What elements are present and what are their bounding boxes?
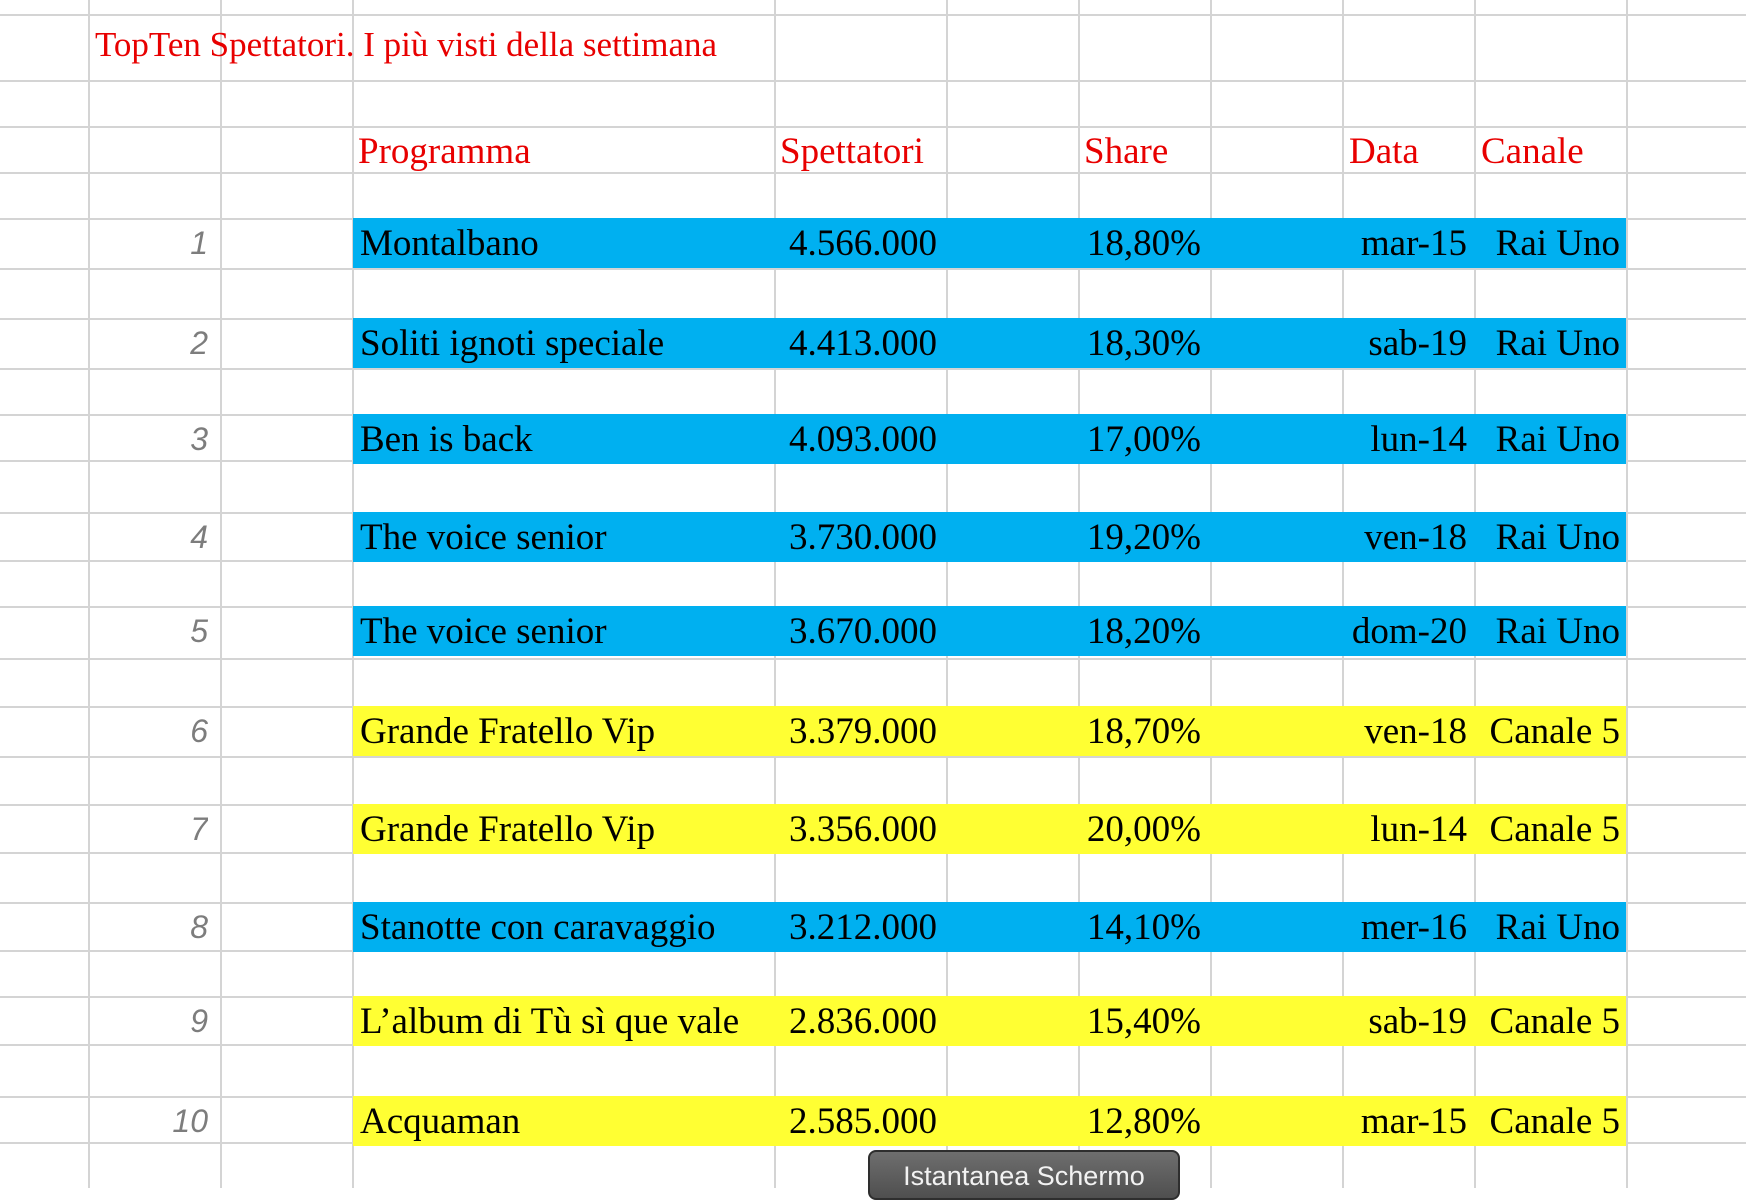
grid-column-line <box>220 0 222 1188</box>
grid-row-line <box>0 268 1746 270</box>
cell-programma[interactable]: Grande Fratello Vip <box>360 710 656 752</box>
header-programma[interactable]: Programma <box>358 130 531 172</box>
row-rank[interactable]: 8 <box>190 908 208 945</box>
cell-canale[interactable]: Canale 5 <box>1489 808 1620 850</box>
row-rank[interactable]: 3 <box>190 420 208 457</box>
grid-row-line <box>0 14 1746 16</box>
cell-canale[interactable]: Canale 5 <box>1489 710 1620 752</box>
cell-spettatori[interactable]: 4.566.000 <box>789 222 937 264</box>
cell-canale[interactable]: Rai Uno <box>1495 222 1620 264</box>
cell-data[interactable]: lun-14 <box>1370 418 1467 460</box>
cell-canale[interactable]: Rai Uno <box>1495 322 1620 364</box>
header-spettatori[interactable]: Spettatori <box>780 130 924 172</box>
cell-share[interactable]: 18,30% <box>1086 322 1201 364</box>
grid-column-line <box>1626 0 1628 1188</box>
cell-canale[interactable]: Rai Uno <box>1495 610 1620 652</box>
cell-canale[interactable]: Canale 5 <box>1489 1100 1620 1142</box>
cell-programma[interactable]: Montalbano <box>360 222 539 264</box>
header-canale[interactable]: Canale <box>1481 130 1584 172</box>
cell-data[interactable]: dom-20 <box>1351 610 1467 652</box>
cell-spettatori[interactable]: 3.212.000 <box>789 906 937 948</box>
row-rank[interactable]: 4 <box>190 518 208 555</box>
grid-row-line <box>0 756 1746 758</box>
cell-spettatori[interactable]: 3.356.000 <box>789 808 937 850</box>
cell-spettatori[interactable]: 4.093.000 <box>789 418 937 460</box>
grid-row-line <box>0 368 1746 370</box>
row-rank[interactable]: 9 <box>190 1002 208 1039</box>
header-data[interactable]: Data <box>1349 130 1419 172</box>
cell-spettatori[interactable]: 2.585.000 <box>789 1100 937 1142</box>
cell-share[interactable]: 18,20% <box>1086 610 1201 652</box>
cell-spettatori[interactable]: 3.379.000 <box>789 710 937 752</box>
cell-share[interactable]: 20,00% <box>1086 808 1201 850</box>
cell-share[interactable]: 15,40% <box>1086 1000 1201 1042</box>
cell-data[interactable]: lun-14 <box>1370 808 1467 850</box>
cell-data[interactable]: sab-19 <box>1368 1000 1467 1042</box>
cell-spettatori[interactable]: 2.836.000 <box>789 1000 937 1042</box>
cell-data[interactable]: ven-18 <box>1364 710 1467 752</box>
sheet-title[interactable]: TopTen Spettatori. I più visti della settimana <box>95 25 718 64</box>
grid-row-line <box>0 658 1746 660</box>
row-rank[interactable]: 6 <box>190 712 208 749</box>
cell-share[interactable]: 17,00% <box>1086 418 1201 460</box>
cell-programma[interactable]: Acquaman <box>360 1100 521 1142</box>
cell-spettatori[interactable]: 3.730.000 <box>789 516 937 558</box>
cell-data[interactable]: mar-15 <box>1360 222 1467 264</box>
row-rank[interactable]: 7 <box>190 810 208 847</box>
grid-column-line <box>88 0 90 1188</box>
cell-programma[interactable]: The voice senior <box>360 516 607 558</box>
row-rank[interactable]: 2 <box>190 324 208 361</box>
row-rank[interactable]: 1 <box>190 224 208 261</box>
cell-canale[interactable]: Rai Uno <box>1495 516 1620 558</box>
snapshot-button[interactable]: Istantanea Schermo <box>868 1150 1180 1200</box>
grid-row-line <box>0 80 1746 82</box>
cell-programma[interactable]: Soliti ignoti speciale <box>360 322 665 364</box>
cell-programma[interactable]: The voice senior <box>360 610 607 652</box>
cell-programma[interactable]: L’album di Tù sì que vale <box>360 1000 740 1042</box>
cell-canale[interactable]: Canale 5 <box>1489 1000 1620 1042</box>
cell-canale[interactable]: Rai Uno <box>1495 906 1620 948</box>
cell-data[interactable]: sab-19 <box>1368 322 1467 364</box>
header-share[interactable]: Share <box>1084 130 1169 172</box>
cell-programma[interactable]: Stanotte con caravaggio <box>360 906 716 948</box>
cell-share[interactable]: 18,80% <box>1086 222 1201 264</box>
cell-share[interactable]: 12,80% <box>1086 1100 1201 1142</box>
row-rank[interactable]: 5 <box>190 612 208 649</box>
cell-spettatori[interactable]: 4.413.000 <box>789 322 937 364</box>
cell-programma[interactable]: Grande Fratello Vip <box>360 808 656 850</box>
cell-canale[interactable]: Rai Uno <box>1495 418 1620 460</box>
cell-data[interactable]: ven-18 <box>1364 516 1467 558</box>
row-rank[interactable]: 10 <box>172 1102 208 1139</box>
cell-share[interactable]: 18,70% <box>1086 710 1201 752</box>
cell-programma[interactable]: Ben is back <box>360 418 533 460</box>
cell-share[interactable]: 19,20% <box>1086 516 1201 558</box>
cell-spettatori[interactable]: 3.670.000 <box>789 610 937 652</box>
cell-data[interactable]: mar-15 <box>1360 1100 1467 1142</box>
cell-data[interactable]: mer-16 <box>1360 906 1467 948</box>
cell-share[interactable]: 14,10% <box>1086 906 1201 948</box>
